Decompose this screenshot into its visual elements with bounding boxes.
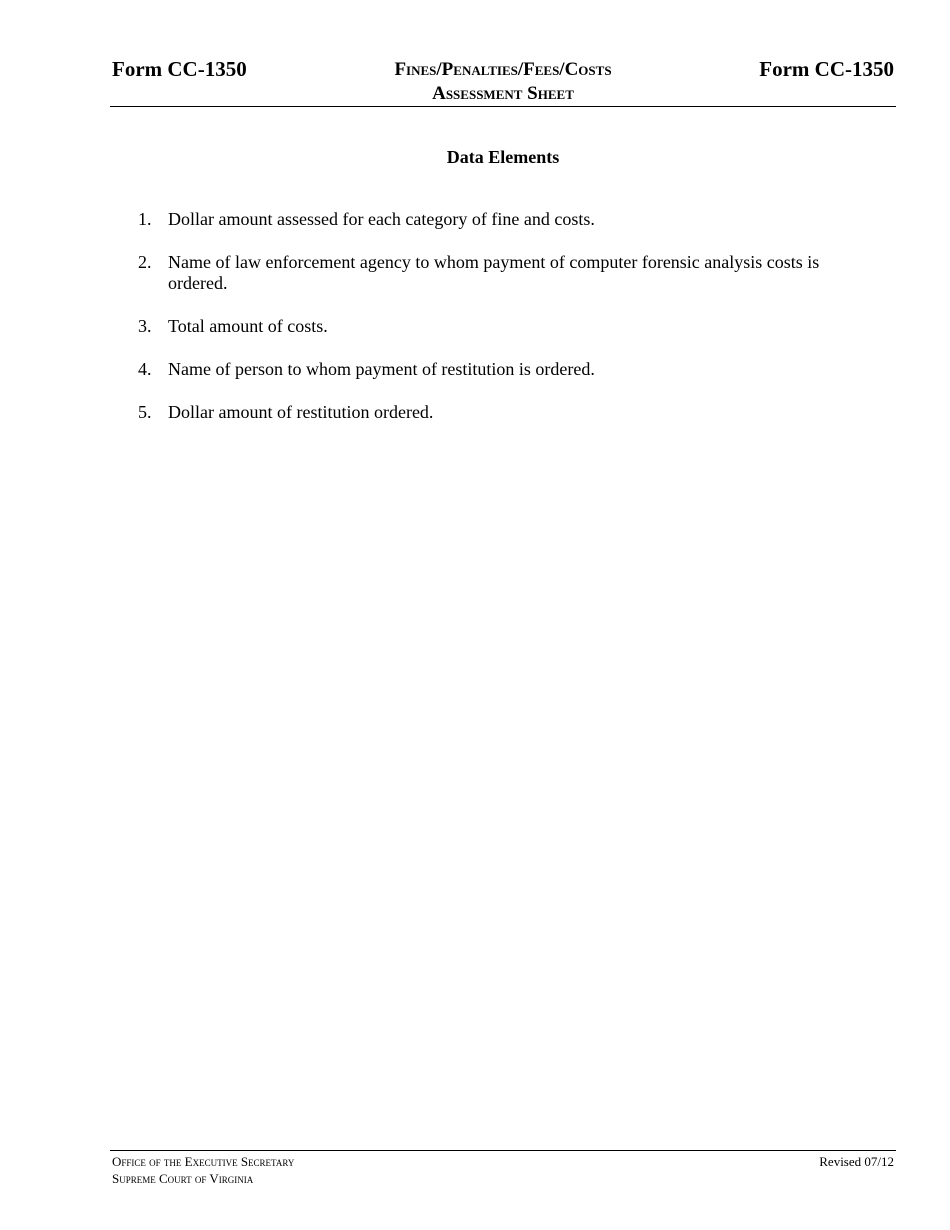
title-line-2: Assessment Sheet bbox=[432, 83, 574, 104]
page-header bbox=[110, 56, 896, 107]
item-text: Name of person to whom payment of restitution is ordered. bbox=[168, 359, 595, 379]
list-item bbox=[138, 209, 858, 230]
office-line-2: Supreme Court of Virginia bbox=[112, 1171, 254, 1186]
section-heading: Data Elements bbox=[446, 147, 560, 167]
list-item bbox=[138, 402, 858, 423]
office-line-1: Office of the Executive Secretary bbox=[112, 1154, 295, 1169]
list-item bbox=[138, 252, 858, 294]
item-text: Total amount of costs. bbox=[168, 316, 328, 336]
item-number: 1. bbox=[138, 209, 152, 229]
list-item bbox=[138, 359, 858, 380]
page-footer bbox=[110, 1150, 896, 1186]
office-name bbox=[112, 1153, 294, 1187]
item-number: 2. bbox=[138, 252, 152, 272]
form-number-left: Form CC-1350 bbox=[112, 57, 247, 81]
item-number: 3. bbox=[138, 316, 152, 336]
item-text: Dollar amount assessed for each category of fine and costs. bbox=[168, 209, 595, 229]
list-item bbox=[138, 316, 858, 337]
title-line-1: Fines/Penalties/Fees/Costs bbox=[394, 59, 612, 80]
item-number: 5. bbox=[138, 402, 152, 422]
item-text: Name of law enforcement agency to whom payment of computer forensic analysis costs is ordered. bbox=[168, 252, 820, 293]
item-number: 4. bbox=[138, 359, 152, 379]
item-text: Dollar amount of restitution ordered. bbox=[168, 402, 434, 422]
data-elements-list bbox=[138, 209, 858, 445]
form-number-right: Form CC-1350 bbox=[759, 57, 894, 81]
revision-date: Revised 07/12 bbox=[819, 1154, 894, 1169]
